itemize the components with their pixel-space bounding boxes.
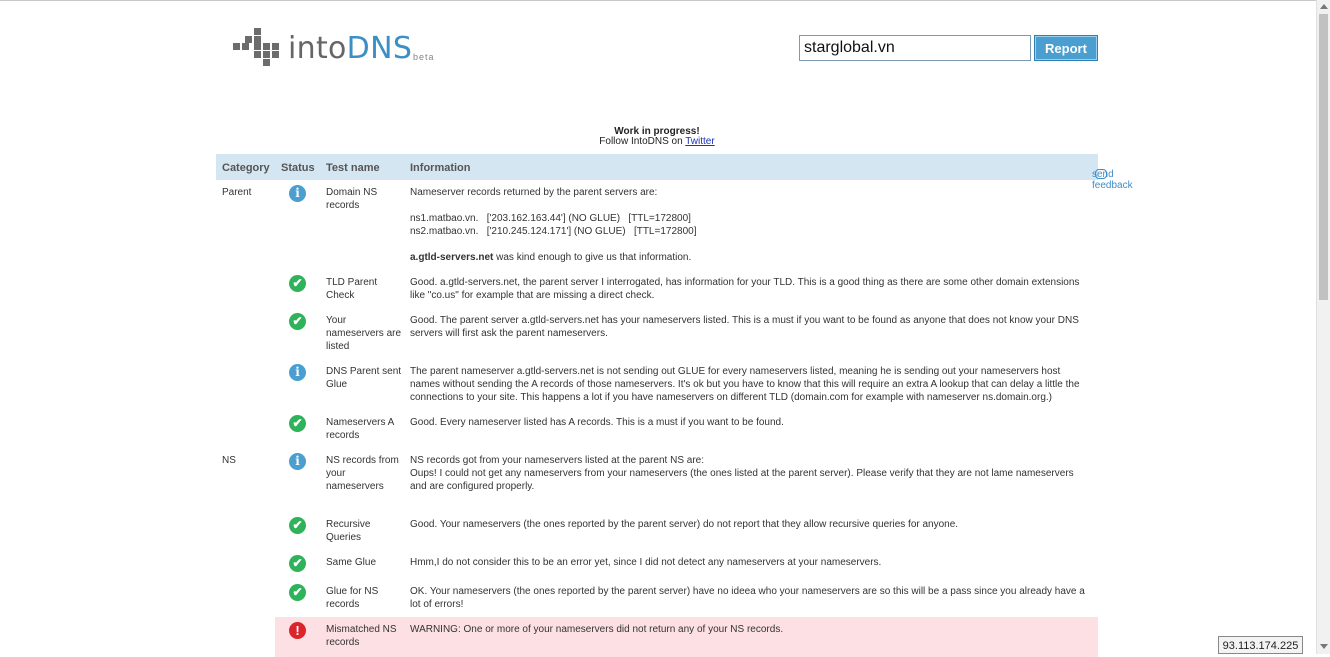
row-test-name: Same Glue: [326, 557, 377, 568]
send-feedback-label: send feedback: [1092, 169, 1133, 191]
row-test-name: Mismatched NS records: [326, 624, 397, 648]
ip-address-badge: 93.113.174.225: [1218, 636, 1303, 654]
row-test-name: Recursive Queries: [326, 519, 371, 543]
check-icon: ✔: [289, 555, 306, 572]
row-information: Hmm,I do not consider this to be an error yet, since I did not detect any nameservers at your nameservers.: [410, 557, 882, 568]
row-information: Good. a.gtld-servers.net, the parent server I interrogated, has information for your TLD. This is a good thing as there are some other domain extensions like "co.us" for example that are missing a direct check.: [410, 277, 1080, 301]
check-icon: ✔: [289, 313, 306, 330]
info-line: [410, 199, 1092, 212]
source-tail: was kind enough to give us that information.: [493, 252, 692, 263]
info-line: Nameserver records returned by the parent servers are:: [410, 187, 658, 198]
row-test-name: Domain NS records: [326, 187, 378, 211]
row-information: [410, 454, 1092, 493]
row-information: [410, 186, 1092, 264]
logo-text: intoDNS: [288, 31, 413, 66]
scroll-thumb[interactable]: [1319, 14, 1328, 300]
check-icon: ✔: [289, 275, 306, 292]
work-in-progress-notice: [500, 127, 814, 147]
info-line: Oups! I could not get any nameservers from your nameservers (the ones listed at the parent server). Please verify that they are not lame nameservers and are configured properly.: [410, 468, 1077, 492]
page-scrollbar[interactable]: [1316, 0, 1330, 654]
row-test-name: Nameservers A records: [326, 417, 394, 441]
header-information: Information: [410, 162, 471, 174]
row-test-name: NS records from your nameservers: [326, 455, 399, 492]
intodns-logo[interactable]: [233, 28, 443, 70]
row-category: Parent: [222, 187, 252, 198]
notice-title: Work in progress!: [614, 126, 700, 137]
check-icon: ✔: [289, 415, 306, 432]
info-line: ns1.matbao.vn. ['203.162.163.44'] (NO GLUE) [TTL=172800]: [410, 213, 691, 224]
row-information: Good. The parent server a.gtld-servers.net has your nameservers listed. This is a must if you want to be found as anyone that does not know your DNS servers will first ask the parent nameservers.: [410, 315, 1079, 339]
row-information: Good. Every nameserver listed has A records. This is a must if you want to be found.: [410, 417, 784, 428]
domain-search-input[interactable]: [799, 35, 1031, 61]
info-line: NS records got from your nameservers listed at the parent NS are:: [410, 455, 705, 466]
logo-beta-label: beta: [413, 52, 435, 62]
row-information: Good. Your nameservers (the ones reported by the parent server) do not report that they allow recursive queries for anyone.: [410, 519, 959, 530]
twitter-link[interactable]: Twitter: [685, 136, 715, 147]
header-status: Status: [281, 162, 315, 174]
header-test-name: Test name: [326, 162, 380, 174]
results-table: [216, 154, 1133, 648]
row-category: NS: [222, 455, 236, 466]
row-information: OK. Your nameservers (the ones reported by the parent server) have no ideea who your nameservers are so this will be a pass since you already have a lot of errors!: [410, 586, 1085, 610]
info-source-line: [410, 251, 1092, 264]
info-icon: i: [289, 185, 306, 202]
scroll-down-icon[interactable]: [1320, 644, 1328, 649]
logo-grid-icon: [233, 28, 283, 70]
row-information: WARNING: One or more of your nameservers did not return any of your NS records.: [410, 624, 784, 635]
row-information: The parent nameserver a.gtld-servers.net is not sending out GLUE for every nameservers listed, meaning he is sending out your nameservers host names without sending the A records of those nameservers. It's ok but you have to know that this will require an extra A lookup that can delay a little the connections to your site. This happens a lot if you have nameservers on different TLD (domain.com for example with nameserver ns.domain.org.): [410, 366, 1080, 403]
info-icon: i: [289, 364, 306, 381]
error-icon: !: [289, 622, 306, 639]
info-line: ns2.matbao.vn. ['210.245.124.171'] (NO GLUE) [TTL=172800]: [410, 226, 697, 237]
check-icon: ✔: [289, 584, 306, 601]
header-category: Category: [222, 162, 270, 174]
info-icon: i: [289, 453, 306, 470]
source-server: a.gtld-servers.net: [410, 252, 494, 263]
notice-follow-text: Follow IntoDNS on: [599, 136, 686, 147]
info-line: [410, 238, 1092, 251]
speech-bubble-icon: [1095, 169, 1107, 179]
check-icon: ✔: [289, 517, 306, 534]
report-button[interactable]: Report: [1034, 35, 1098, 61]
row-test-name: DNS Parent sent Glue: [326, 366, 402, 390]
row-test-name: TLD Parent Check: [326, 277, 378, 301]
table-header: [216, 154, 1133, 191]
row-test-name: Glue for NS records: [326, 586, 379, 610]
row-test-name: Your nameservers are listed: [326, 315, 402, 352]
scroll-up-icon[interactable]: [1320, 4, 1328, 9]
